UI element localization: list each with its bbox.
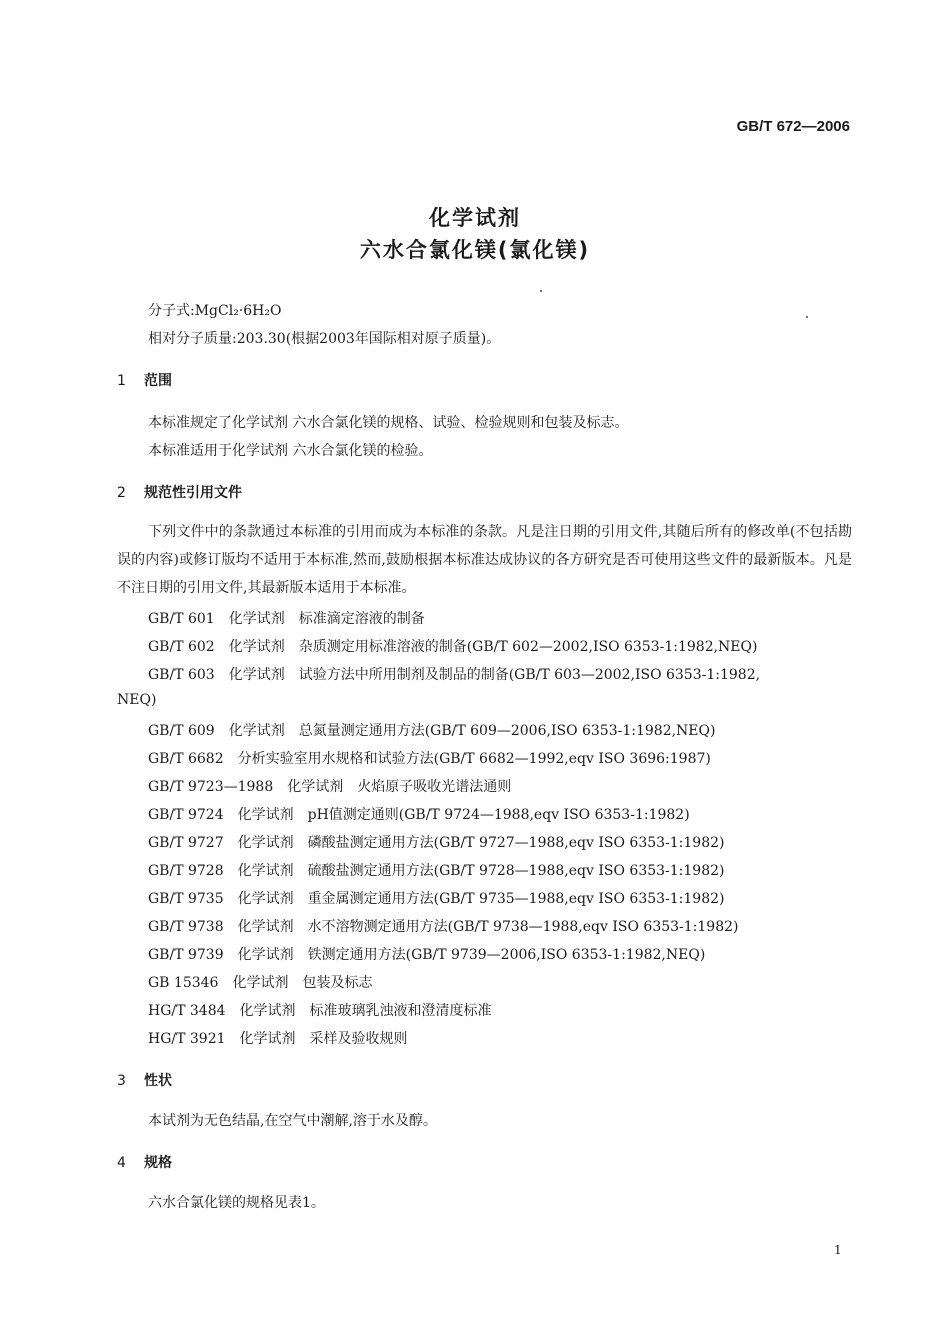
reference-code: GB 15346 bbox=[148, 975, 219, 991]
section-1-paragraph: 本标准适用于化学试剂 六水合氯化镁的检验。 bbox=[148, 443, 433, 459]
reference-item bbox=[148, 1000, 492, 1020]
reference-title: 铁测定通用方法(GB/T 9739—2006,ISO 6353-1:1982,NEQ) bbox=[307, 947, 706, 963]
section-3-paragraph: 本试剂为无色结晶,在空气中潮解,溶于水及醇。 bbox=[148, 1113, 437, 1129]
reference-title: 试验方法中所用制剂及制品的制备(GB/T 603—2002,ISO 6353-1:1982, bbox=[298, 667, 761, 683]
reference-category: 化学试剂 bbox=[228, 667, 285, 683]
standard-number: GB/T 672—2006 bbox=[736, 118, 850, 135]
reference-code: GB/T 6682 bbox=[148, 751, 224, 767]
reference-code: GB/T 601 bbox=[148, 611, 215, 627]
reference-code: GB/T 9723—1988 bbox=[148, 779, 274, 795]
reference-item bbox=[148, 804, 690, 824]
reference-category: 化学试剂 bbox=[237, 947, 294, 963]
reference-title: 水不溶物测定通用方法(GB/T 9738—1988,eqv ISO 6353-1:1982) bbox=[307, 919, 739, 935]
section-number: 1 bbox=[117, 373, 126, 389]
reference-category: 化学试剂 bbox=[228, 639, 285, 655]
reference-title: 包装及标志 bbox=[302, 975, 373, 991]
reference-code: GB/T 9724 bbox=[148, 807, 224, 823]
reference-item bbox=[148, 860, 725, 880]
scan-speck bbox=[806, 316, 808, 318]
reference-item bbox=[148, 888, 725, 908]
section-title: 范围 bbox=[144, 373, 172, 389]
reference-title: 分析实验室用水规格和试验方法(GB/T 6682—1992,eqv ISO 3696:1987) bbox=[237, 751, 711, 767]
reference-category: 化学试剂 bbox=[237, 863, 294, 879]
reference-item bbox=[148, 944, 705, 964]
reference-item bbox=[148, 636, 757, 656]
reference-continuation: NEQ) bbox=[117, 692, 157, 708]
reference-title: 采样及验收规则 bbox=[309, 1031, 408, 1047]
section-4-paragraph: 六水合氯化镁的规格见表1。 bbox=[148, 1195, 325, 1211]
section-number: 2 bbox=[117, 485, 126, 501]
reference-item bbox=[148, 776, 511, 796]
section-1-heading bbox=[117, 370, 172, 390]
reference-item bbox=[148, 1028, 408, 1048]
reference-code: HG/T 3484 bbox=[148, 1003, 226, 1019]
reference-title: 杂质测定用标准溶液的制备(GB/T 602—2002,ISO 6353-1:1982,NEQ) bbox=[298, 639, 758, 655]
reference-item bbox=[148, 608, 425, 628]
molecular-formula: 分子式:MgCl₂·6H₂O bbox=[148, 303, 282, 319]
section-1-paragraph: 本标准规定了化学试剂 六水合氯化镁的规格、试验、检验规则和包装及标志。 bbox=[148, 415, 629, 431]
section-number: 3 bbox=[117, 1073, 126, 1089]
reference-code: GB/T 9727 bbox=[148, 835, 224, 851]
reference-item bbox=[148, 720, 715, 740]
reference-item bbox=[148, 748, 711, 768]
reference-code: GB/T 9739 bbox=[148, 947, 224, 963]
reference-item bbox=[148, 832, 725, 852]
reference-code: GB/T 603 bbox=[148, 667, 215, 683]
section-2-heading bbox=[117, 482, 242, 502]
reference-title: 总氮量测定通用方法(GB/T 609—2006,ISO 6353-1:1982,NEQ) bbox=[298, 723, 716, 739]
page-number: 1 bbox=[834, 1243, 842, 1257]
reference-category: 化学试剂 bbox=[239, 1003, 296, 1019]
title-line-2: 六水合氯化镁(氯化镁) bbox=[359, 238, 591, 262]
reference-category: 化学试剂 bbox=[237, 807, 294, 823]
reference-code: GB/T 9728 bbox=[148, 863, 224, 879]
reference-title: 硫酸盐测定通用方法(GB/T 9728—1988,eqv ISO 6353-1:1982) bbox=[307, 863, 725, 879]
reference-category: 化学试剂 bbox=[228, 723, 285, 739]
section-title: 规范性引用文件 bbox=[144, 485, 242, 501]
section-number: 4 bbox=[117, 1155, 126, 1171]
reference-item bbox=[148, 916, 739, 936]
title-line-1: 化学试剂 bbox=[429, 206, 521, 230]
reference-category: 化学试剂 bbox=[239, 1031, 296, 1047]
reference-category: 化学试剂 bbox=[287, 779, 344, 795]
reference-category: 化学试剂 bbox=[237, 919, 294, 935]
section-4-heading bbox=[117, 1152, 172, 1172]
reference-title: 火焰原子吸收光谱法通则 bbox=[357, 779, 512, 795]
reference-item bbox=[148, 664, 760, 684]
reference-item bbox=[148, 972, 372, 992]
section-3-heading bbox=[117, 1070, 172, 1090]
reference-title: 标准玻璃乳浊液和澄清度标准 bbox=[309, 1003, 492, 1019]
reference-title: pH值测定通则(GB/T 9724—1988,eqv ISO 6353-1:1982) bbox=[307, 807, 690, 823]
reference-category: 化学试剂 bbox=[237, 835, 294, 851]
reference-title: 磷酸盐测定通用方法(GB/T 9727—1988,eqv ISO 6353-1:1982) bbox=[307, 835, 725, 851]
reference-title: 重金属测定通用方法(GB/T 9735—1988,eqv ISO 6353-1:1982) bbox=[307, 891, 725, 907]
reference-code: GB/T 9738 bbox=[148, 919, 224, 935]
reference-title: 标准滴定溶液的制备 bbox=[298, 611, 425, 627]
reference-category: 化学试剂 bbox=[228, 611, 285, 627]
section-2-intro: 下列文件中的条款通过本标准的引用而成为本标准的条款。凡是注日期的引用文件,其随后所有的修改单(不包括勘误的内容)或修订版均不适用于本标准,然而,鼓励根据本标准达成协议的各方研究是否可使用这些文件的最新版本。凡是不注日期的引用文件,其最新版本适用于本标准。 bbox=[117, 524, 852, 596]
reference-category: 化学试剂 bbox=[237, 891, 294, 907]
scan-speck bbox=[540, 290, 542, 292]
reference-category: 化学试剂 bbox=[232, 975, 289, 991]
reference-code: GB/T 602 bbox=[148, 639, 215, 655]
reference-code: HG/T 3921 bbox=[148, 1031, 226, 1047]
section-title: 性状 bbox=[144, 1073, 172, 1089]
molar-mass: 相对分子质量:203.30(根据2003年国际相对原子质量)。 bbox=[148, 331, 501, 347]
reference-code: GB/T 609 bbox=[148, 723, 215, 739]
section-title: 规格 bbox=[144, 1155, 172, 1171]
reference-code: GB/T 9735 bbox=[148, 891, 224, 907]
